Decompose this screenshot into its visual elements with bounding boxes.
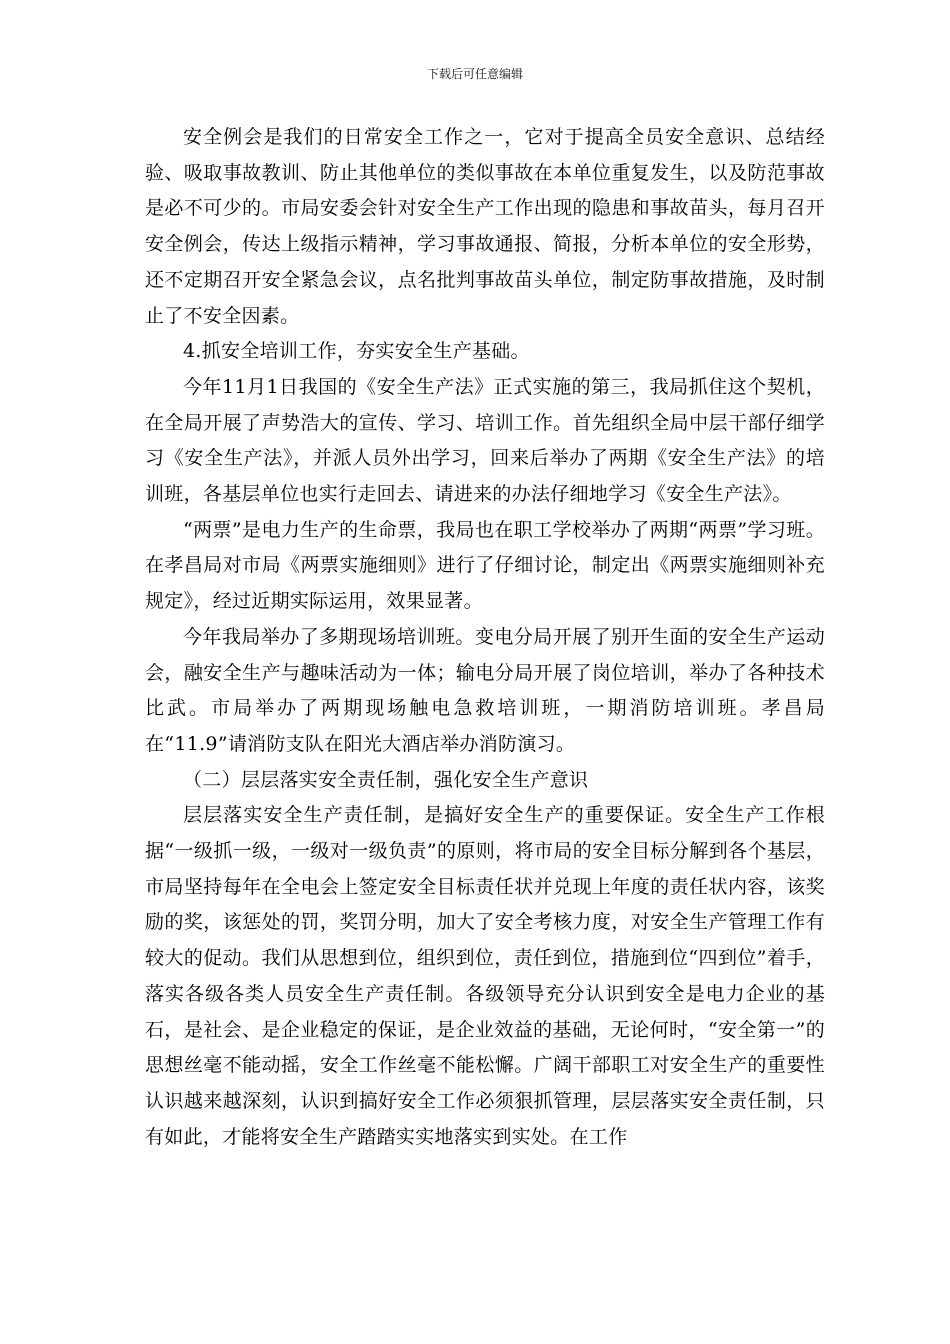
section-heading-responsibility: （二）层层落实安全责任制，强化安全生产意识 xyxy=(183,768,589,791)
paragraph-safety-law-training: 今年11月1日我国的《安全生产法》正式实施的第三，我局抓住这个契机，在全局开展了声势浩大的宣传、学习、培训工作。首先组织全局中层干部仔细学习《安全生产法》，并派人员外出学习，回来后举办了两期《安全生产法》的培训班，各基层单位也实行走回去、请进来的办法仔细地学习《安全生产法》。 xyxy=(145,375,825,506)
paragraph-responsibility-system: 层层落实安全生产责任制，是搞好安全生产的重要保证。安全生产工作根据“一级抓一级，一级对一级负责”的原则，将市局的安全目标分解到各个基层，市局坚持每年在全电会上签定安全目标责任状并兑现上年度的责任状内容，该奖励的奖，该惩处的罚，奖罚分明，加大了安全考核力度，对安全生产管理工作有较大的促动。我们从思想到位，组织到位，责任到位，措施到位“四到位”着手，落实各级各类人员安全生产责任制。各级领导充分认识到安全是电力企业的基石，是社会、是企业稳定的保证，是企业效益的基础，无论何时，“安全第一”的思想丝毫不能动摇，安全工作丝毫不能松懈。广阔干部职工对安全生产的重要性认识越来越深刻，认识到搞好安全工作必须狠抓管理，层层落实安全责任制，只有如此，才能将安全生产踏踏实实地落实到实处。在工作 xyxy=(145,804,825,1148)
section-heading-safety-training: 4.抓安全培训工作，夯实安全生产基础。 xyxy=(183,340,530,363)
paragraph-two-tickets: “两票”是电力生产的生命票，我局也在职工学校举办了两期“两票”学习班。在孝昌局对市局《两票实施细则》进行了仔细讨论，制定出《两票实施细则补充规定》，经过近期实际运用，效果显著。 xyxy=(145,518,825,613)
page-header: 下载后可任意编辑 xyxy=(426,67,523,81)
paragraph-field-training: 今年我局举办了多期现场培训班。变电分局开展了别开生面的安全生产运动会，融安全生产与趣味活动为一体；输电分局开展了岗位培训，举办了各种技术比武。市局举办了两期现场触电急救培训班，一期消防培训班。孝昌局在“11.9”请消防支队在阳光大酒店举办消防演习。 xyxy=(145,625,825,755)
document-body xyxy=(145,120,825,1155)
paragraph-safety-meeting: 安全例会是我们的日常安全工作之一，它对于提高全员安全意识、总结经验、吸取事故教训、防止其他单位的类似事故在本单位重复发生，以及防范事故是必不可少的。市局安委会针对安全生产工作出现的隐患和事故苗头，每月召开安全例会，传达上级指示精神，学习事故通报、简报，分析本单位的安全形势，还不定期召开安全紧急会议，点名批判事故苗头单位，制定防事故措施，及时制止了不安全因素。 xyxy=(145,126,825,327)
